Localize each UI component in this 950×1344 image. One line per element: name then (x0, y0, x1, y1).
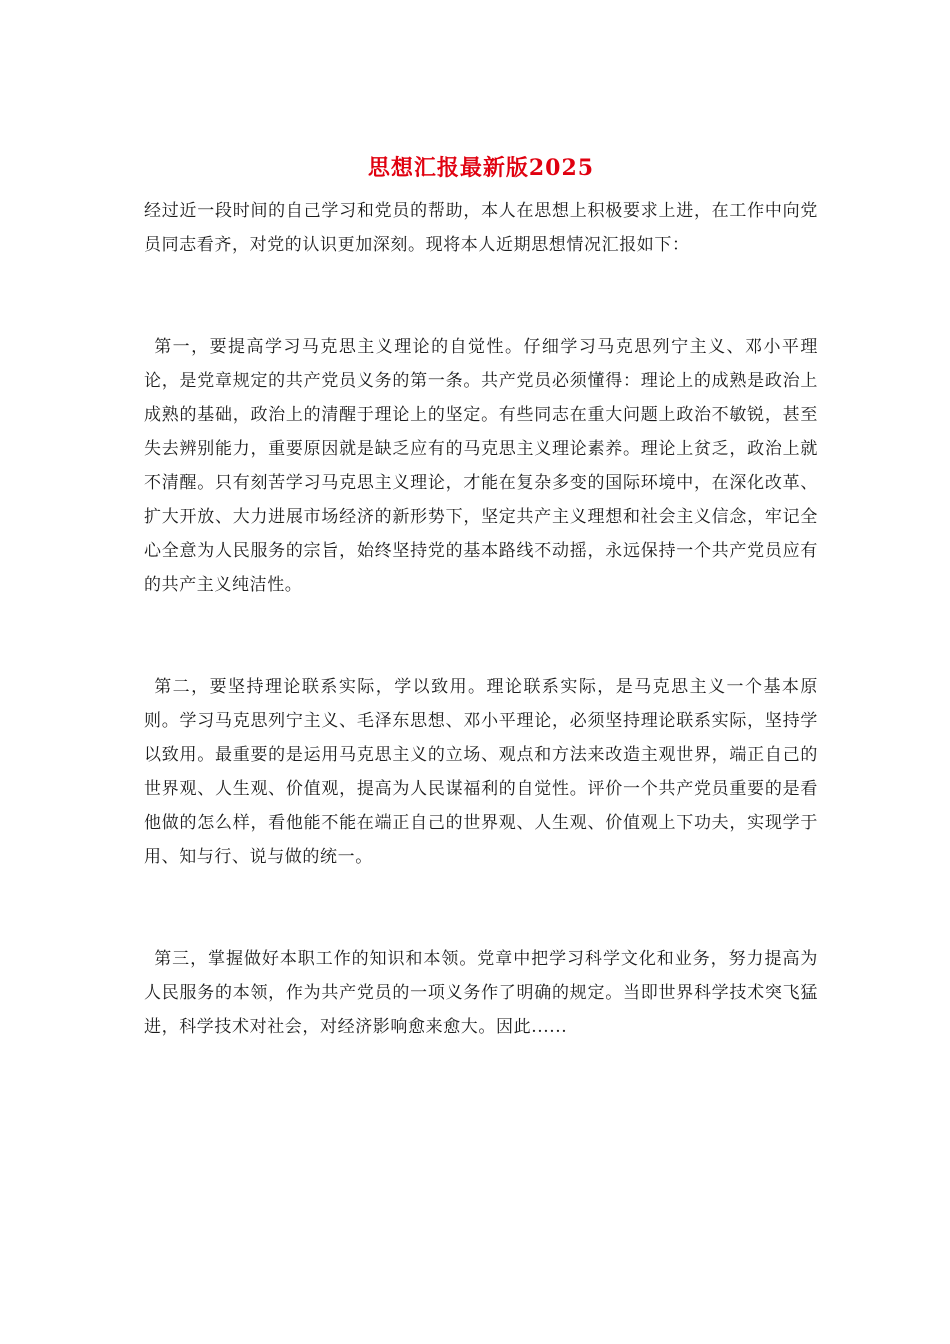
section-paragraph-2: 第二，要坚持理论联系实际，学以致用。理论联系实际，是马克思主义一个基本原则。学习马克思列宁主义、毛泽东思想、邓小平理论，必须坚持理论联系实际，坚持学以致用。最重要的是运用马克思主义的立场、观点和方法来改造主观世界，端正自己的世界观、人生观、价值观，提高为人民谋福利的自觉性。评价一个共产党员重要的是看他做的怎么样，看他能不能在端正自己的世界观、人生观、价值观上下功夫，实现学于用、知与行、说与做的统一。 (144, 677, 818, 867)
section-paragraph-1: 第一，要提高学习马克思主义理论的自觉性。仔细学习马克思列宁主义、邓小平理论，是党章规定的共产党员义务的第一条。共产党员必须懂得：理论上的成熟是政治上成熟的基础，政治上的清醒于理论上的坚定。有些同志在重大问题上政治不敏锐，甚至失去辨别能力，重要原因就是缺乏应有的马克思主义理论素养。理论上贫乏，政治上就不清醒。只有刻苦学习马克思主义理论，才能在复杂多变的国际环境中，在深化改革、扩大开放、大力进展市场经济的新形势下，坚定共产主义理想和社会主义信念，牢记全心全意为人民服务的宗旨，始终坚持党的基本路线不动摇，永远保持一个共产党员应有的共产主义纯洁性。 (144, 337, 818, 595)
section-paragraph-3: 第三，掌握做好本职工作的知识和本领。党章中把学习科学文化和业务，努力提高为人民服务的本领，作为共产党员的一项义务作了明确的规定。当即世界科学技术突飞猛进，科学技术对社会，对经济影响愈来愈大。因此...... (144, 949, 818, 1037)
intro-paragraph: 经过近一段时间的自己学习和党员的帮助，本人在思想上积极要求上进，在工作中向党员同志看齐，对党的认识更加深刻。现将本人近期思想情况汇报如下： (144, 201, 818, 255)
document-title: 思想汇报最新版2025 (367, 155, 595, 181)
